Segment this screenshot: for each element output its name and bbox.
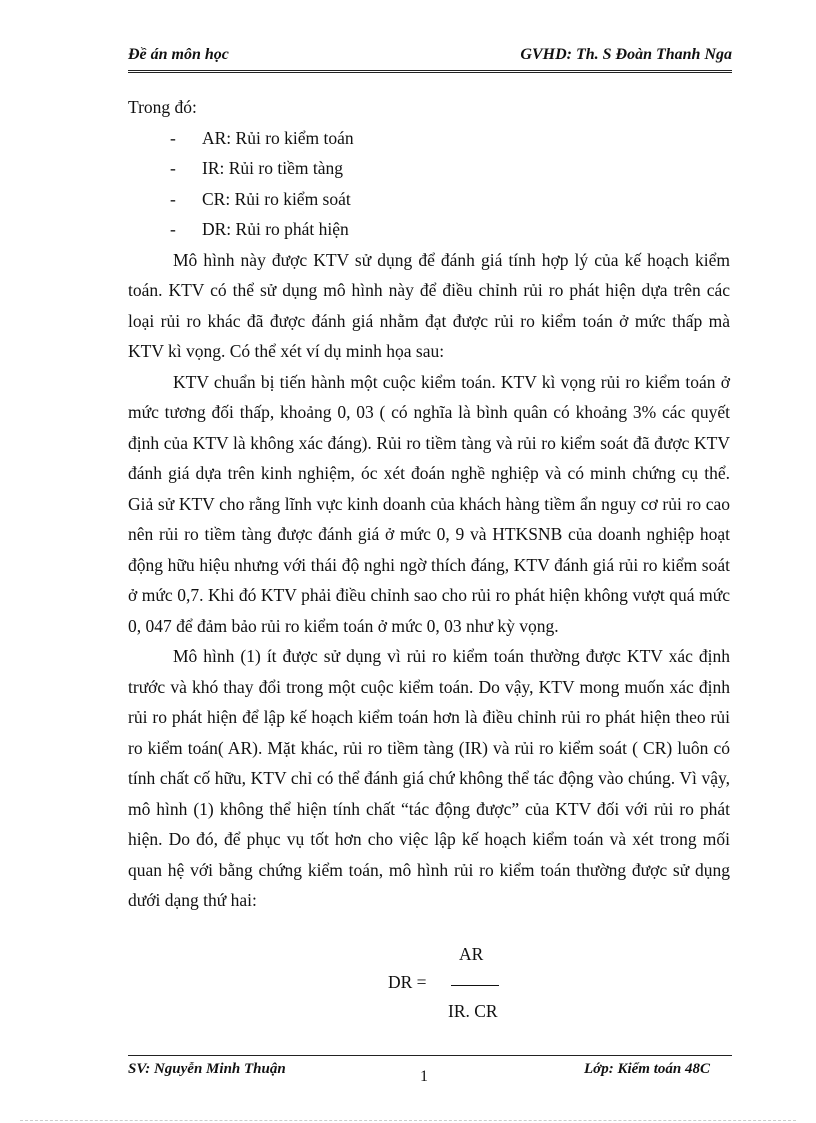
definition-list — [128, 123, 730, 245]
paragraph-model-purpose: Mô hình này được KTV sử dụng để đánh giá tính hợp lý của kế hoạch kiểm toán. KTV có thể sử dụng mô hình này để điều chỉnh rủi ro phát hiện dựa trên các loại rủi ro khác đã được đánh giá nhằm đạt được rủi ro kiểm toán ở mức thấp mà KTV kì vọng. Có thể xét ví dụ minh họa sau: — [128, 249, 730, 361]
paragraph-example: KTV chuẩn bị tiến hành một cuộc kiểm toán. KTV kì vọng rủi ro kiểm toán ở mức tương đối thấp, khoảng 0, 03 ( có nghĩa là bình quân có khoảng 3% các quyết định của KTV là không xác đáng). Rủi ro tiềm tàng và rủi ro kiểm soát đã được KTV đánh giá dựa trên kinh nghiệm, óc xét đoán nghề nghiệp và có minh chứng cụ thể. Giả sử KTV cho rằng lĩnh vực kinh doanh của khách hàng tiềm ẩn nguy cơ rủi ro cao nên rủi ro tiềm tàng được đánh giá ở mức 0, 9 và HTKSNB của doanh nghiệp hoạt động hữu hiệu nhưng với thái độ nghi ngờ thích đáng, KTV đánh giá rủi ro kiểm soát ở mức 0,7. Khi đó KTV phải điều chỉnh sao cho rủi ro phát hiện không vượt quá mức 0, 047 để đảm bảo rủi ro kiểm toán ở mức 0, 03 như kỳ vọng. — [128, 371, 730, 636]
list-item — [128, 214, 730, 245]
footer-student-name: SV: Nguyễn Minh Thuận — [128, 1061, 286, 1077]
list-item-text: AR: Rủi ro kiểm toán — [202, 127, 354, 148]
list-item-text: IR: Rủi ro tiềm tàng — [202, 158, 343, 178]
dash-marker: - — [170, 188, 176, 209]
list-item-text: DR: Rủi ro phát hiện — [202, 219, 349, 239]
document-body — [128, 92, 730, 916]
page-footer — [128, 1061, 732, 1083]
dash-marker: - — [170, 158, 176, 178]
header-supervisor: GVHD: Th. S Đoàn Thanh Nga — [520, 46, 732, 63]
page-header — [128, 44, 732, 73]
list-item — [128, 153, 730, 184]
footer-divider — [128, 1055, 732, 1056]
list-item-text: CR: Rủi ro kiểm soát — [202, 188, 351, 209]
formula-lhs: DR = — [388, 972, 427, 992]
header-course-title: Đề án môn học — [128, 46, 229, 63]
intro-line: Trong đó: — [128, 97, 197, 117]
fraction-bar — [451, 985, 499, 986]
footer-class: Lớp: Kiểm toán 48C — [584, 1061, 710, 1077]
list-item — [128, 184, 730, 215]
dash-marker: - — [170, 219, 176, 239]
page-bottom-edge — [20, 1120, 796, 1121]
list-item — [128, 123, 730, 154]
formula-numerator: AR — [459, 944, 484, 964]
paragraph-model-limitations: Mô hình (1) ít được sử dụng vì rủi ro kiểm toán thường được KTV xác định trước và khó thay đổi trong một cuộc kiểm toán. Do vậy, KTV mong muốn xác định rủi ro phát hiện để lập kế hoạch kiểm toán hơn là điều chỉnh rủi ro phát hiện theo rủi ro kiểm toán( AR). Mặt khác, rủi ro tiềm tàng (IR) và rủi ro kiểm soát ( CR) luôn có tính chất cố hữu, KTV chỉ có thể đánh giá chứ không thể tác động vào chúng. Vì vậy, mô hình (1) không thể hiện tính chất “tác động được” của KTV đối với rủi ro phát hiện. Do đó, để phục vụ tốt hơn cho việc lập kế hoạch kiểm toán và xét trong mối quan hệ với bằng chứng kiểm toán, mô hình rủi ro kiểm toán thường được sử dụng dưới dạng thứ hai: — [128, 646, 730, 910]
formula-denominator: IR. CR — [448, 1001, 498, 1021]
page-number: 1 — [420, 1068, 428, 1085]
dash-marker: - — [170, 127, 176, 148]
risk-formula — [388, 944, 508, 1024]
